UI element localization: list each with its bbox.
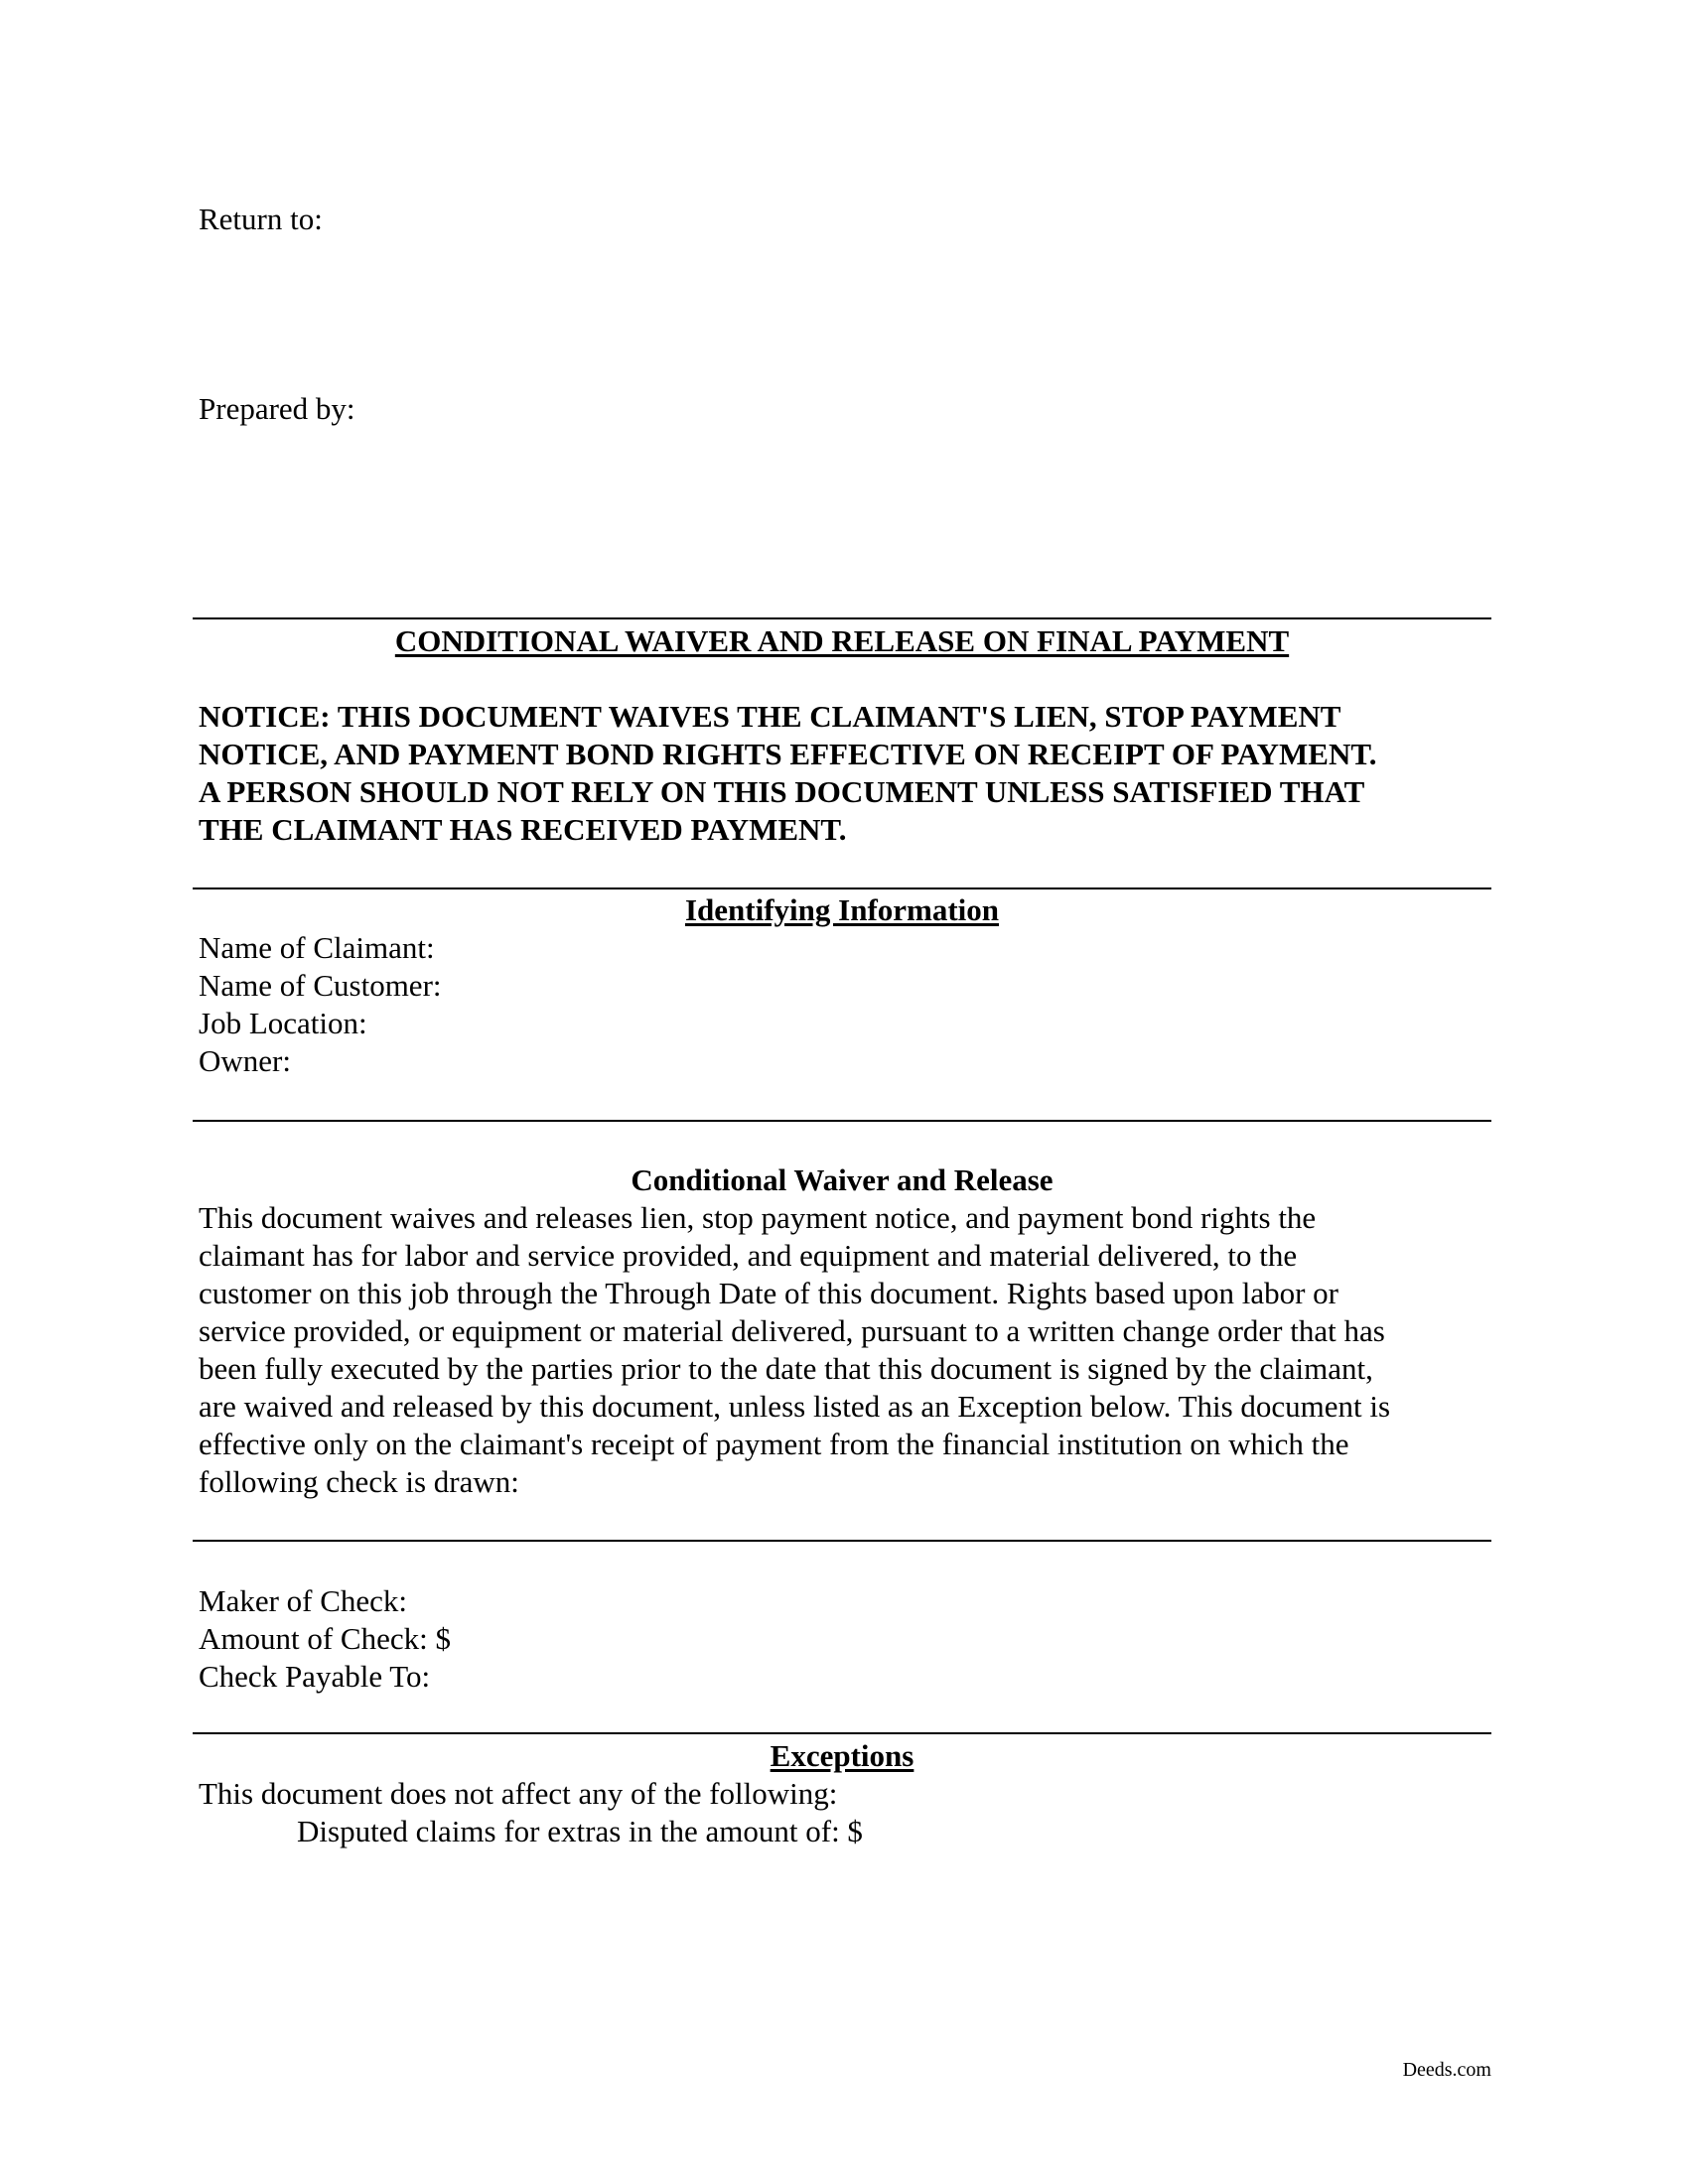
maker-of-check-label: Maker of Check: <box>199 1583 408 1618</box>
waiver-line: customer on this job through the Through Date of this document. Rights based upon labor or <box>199 1276 1338 1310</box>
disputed-claims-label: Disputed claims for extras in the amount of: $ <box>297 1814 863 1848</box>
waiver-line: This document waives and releases lien, stop payment notice, and payment bond rights the <box>199 1200 1317 1235</box>
exceptions-intro: This document does not affect any of the following: <box>199 1776 838 1811</box>
return-to-label: Return to: <box>199 202 323 236</box>
notice-line: NOTICE, AND PAYMENT BOND RIGHTS EFFECTIVE ON RECEIPT OF PAYMENT. <box>199 737 1377 771</box>
job-location-label: Job Location: <box>199 1006 367 1040</box>
identifying-fields <box>199 929 442 1080</box>
notice-line: THE CLAIMANT HAS RECEIVED PAYMENT. <box>199 812 847 847</box>
identifying-heading: Identifying Information <box>684 892 1000 927</box>
divider-check-top <box>193 1540 1491 1542</box>
divider-title-top <box>193 617 1491 619</box>
amount-of-check-label: Amount of Check: $ <box>199 1621 451 1656</box>
check-fields <box>199 1582 451 1696</box>
waiver-line: service provided, or equipment or material delivered, pursuant to a written change order that has <box>199 1313 1385 1348</box>
notice-block <box>199 698 1377 849</box>
owner-label: Owner: <box>199 1043 291 1078</box>
divider-identifying-top <box>193 887 1491 889</box>
waiver-heading: Conditional Waiver and Release <box>631 1162 1054 1197</box>
claimant-name-label: Name of Claimant: <box>199 930 435 965</box>
exceptions-heading: Exceptions <box>770 1738 914 1773</box>
document-title: CONDITIONAL WAIVER AND RELEASE ON FINAL PAYMENT <box>394 623 1290 658</box>
waiver-line: been fully executed by the parties prior to the date that this document is signed by the claimant, <box>199 1351 1373 1386</box>
deeds-brand: Deeds.com <box>1402 2059 1491 2081</box>
customer-name-label: Name of Customer: <box>199 968 442 1003</box>
check-payable-to-label: Check Payable To: <box>199 1659 431 1694</box>
notice-line: NOTICE: THIS DOCUMENT WAIVES THE CLAIMANT'S LIEN, STOP PAYMENT <box>199 699 1341 734</box>
divider-exceptions-top <box>193 1732 1491 1734</box>
notice-line: A PERSON SHOULD NOT RELY ON THIS DOCUMENT UNLESS SATISFIED THAT <box>199 774 1365 809</box>
waiver-line: following check is drawn: <box>199 1464 519 1499</box>
waiver-line: are waived and released by this document, unless listed as an Exception below. This document is <box>199 1389 1391 1424</box>
waiver-line: claimant has for labor and service provided, and equipment and material delivered, to the <box>199 1238 1298 1273</box>
waiver-paragraph <box>199 1199 1390 1501</box>
waiver-line: effective only on the claimant's receipt of payment from the financial institution on which the <box>199 1427 1349 1461</box>
divider-waiver-top <box>193 1120 1491 1122</box>
prepared-by-label: Prepared by: <box>199 391 355 426</box>
